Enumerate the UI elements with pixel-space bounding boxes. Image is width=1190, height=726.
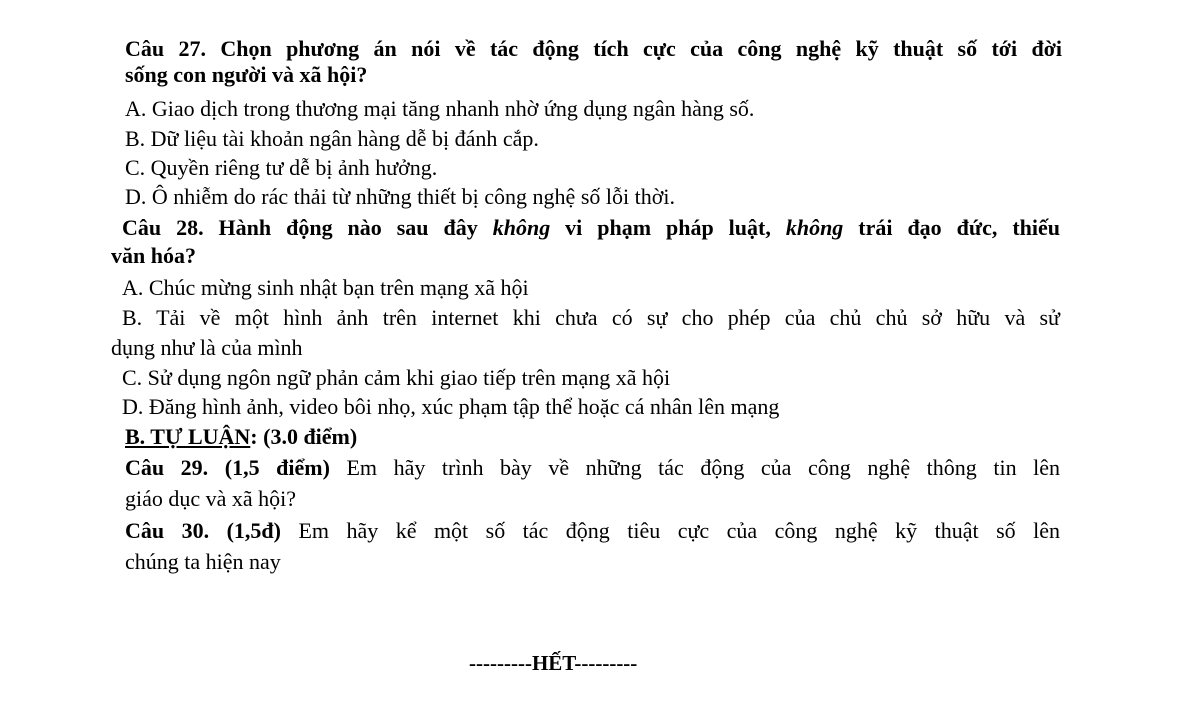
question-29-text-line1: Em hãy trình bày về những tác động của công nghệ thông tin lên xyxy=(329,455,1061,480)
question-30-line2: chúng ta hiện nay xyxy=(125,549,281,574)
question-27-title-line1: Câu 27. Chọn phương án nói về tác động tích cực của công nghệ kỹ thuật số tới đời xyxy=(125,36,1062,61)
question-28-option-b-line2: dụng như là của mình xyxy=(111,335,303,360)
question-27-option-d: D. Ô nhiễm do rác thải từ những thiết bị công nghệ số lỗi thời. xyxy=(125,184,675,209)
question-28-option-c: C. Sử dụng ngôn ngữ phản cảm khi giao tiếp trên mạng xã hội xyxy=(122,365,671,390)
end-mark: ---------HẾT--------- xyxy=(469,651,638,675)
question-28-emphasis-2: không xyxy=(785,215,844,240)
question-28-title-line1 xyxy=(122,215,1060,241)
question-30-line1 xyxy=(125,518,1060,544)
question-30-label: Câu 30. (1,5đ) xyxy=(125,518,281,543)
question-29-label: Câu 29. (1,5 điểm) xyxy=(125,455,330,480)
question-27-option-b: B. Dữ liệu tài khoản ngân hàng dễ bị đánh cắp. xyxy=(125,126,539,151)
question-28-title-part3: vi phạm pháp luật, xyxy=(550,215,786,240)
question-28-option-a: A. Chúc mừng sinh nhật bạn trên mạng xã hội xyxy=(122,275,529,300)
question-28-title-line2: văn hóa? xyxy=(111,243,196,268)
question-30-text-line1: Em hãy kể một số tác động tiêu cực của công nghệ kỹ thuật số lên xyxy=(280,518,1061,543)
section-b-title: B. TỰ LUẬN xyxy=(125,424,251,449)
question-28-option-b-line1: B. Tải về một hình ảnh trên internet khi chưa có sự cho phép của chủ chủ sở hữu và sử xyxy=(122,305,1060,330)
question-28-emphasis-1: không xyxy=(492,215,551,240)
question-27-option-a: A. Giao dịch trong thương mại tăng nhanh nhờ ứng dụng ngân hàng số. xyxy=(125,96,755,121)
section-b-heading xyxy=(125,424,357,450)
question-27-option-c: C. Quyền riêng tư dễ bị ảnh hưởng. xyxy=(125,155,438,180)
question-28-option-d: D. Đăng hình ảnh, video bôi nhọ, xúc phạm tập thể hoặc cá nhân lên mạng xyxy=(122,394,780,419)
question-28-title-part1: Câu 28. Hành động nào sau đây xyxy=(122,215,493,240)
question-27-title-line2: sống con người và xã hội? xyxy=(125,62,368,87)
question-29-line2: giáo dục và xã hội? xyxy=(125,486,297,511)
question-29-line1 xyxy=(125,455,1060,481)
question-28-title-part5: trái đạo đức, thiếu xyxy=(843,215,1060,240)
section-b-points: : (3.0 điểm) xyxy=(250,424,358,449)
